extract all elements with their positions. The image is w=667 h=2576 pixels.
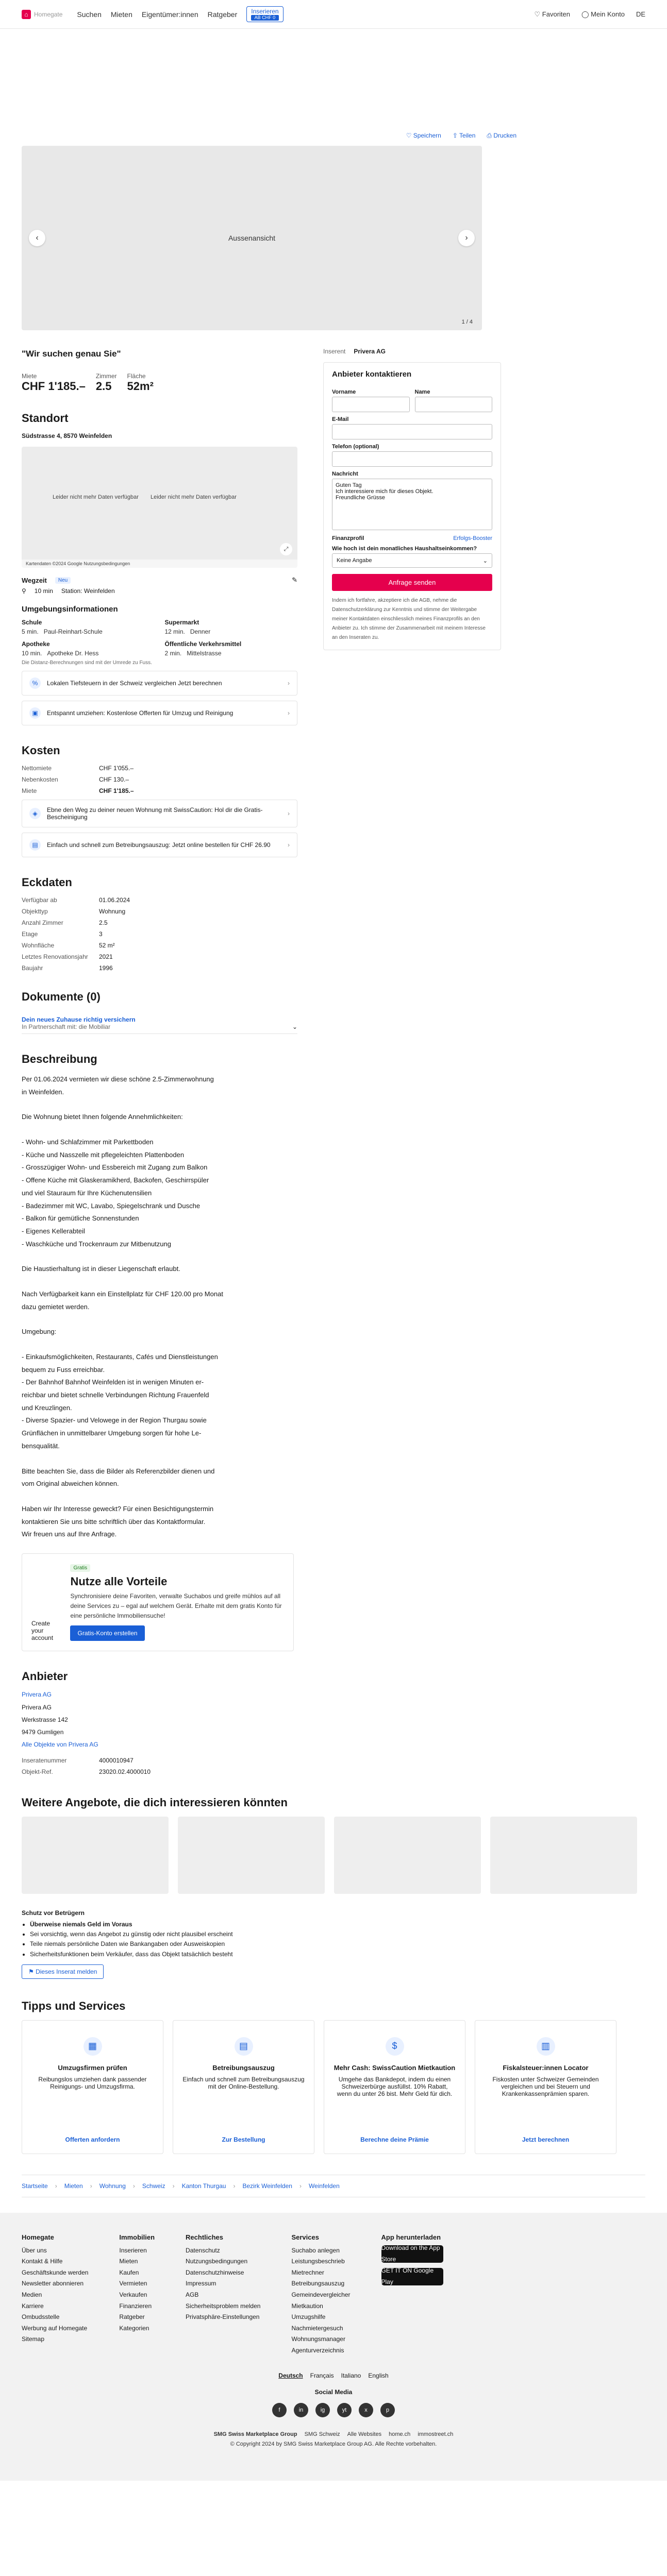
nav-ratgeber[interactable]: Ratgeber — [207, 10, 238, 19]
google-play-badge[interactable]: GET IT ON Google Play — [381, 2268, 443, 2285]
gallery-counter: 1 / 4 — [461, 319, 473, 325]
footer-col: Rechtliches Datenschutz Nutzungsbedingungen Datenschutzhinweise Impressum AGB Sicherheitsproblem melden Privatsphäre-Einstellungen — [186, 2233, 261, 2321]
chevron-right-icon: › — [288, 709, 290, 717]
gallery-next-icon[interactable]: › — [458, 230, 475, 246]
more-offers-list — [22, 1817, 645, 1894]
dokumente-heading: Dokumente (0) — [22, 990, 101, 1003]
homegate-logo[interactable]: ⌂ Homegate — [22, 10, 62, 19]
calculator-icon: ▥ — [537, 2037, 555, 2056]
box-icon: ▦ — [84, 2037, 102, 2056]
shield-icon: ◈ — [29, 808, 41, 819]
key-data-table: Verfügbar ab 01.06.2024 Objekttyp Wohnung Anzahl Zimmer 2.5 Etage 3 Wohnfläche 52 m² Letztes Renovationsjahr 2021 Baujahr 1996 — [22, 896, 130, 972]
provider-link[interactable]: Privera AG — [22, 1690, 52, 1698]
all-objects-link[interactable]: Alle Objekte von Privera AG — [22, 1740, 98, 1748]
name-input[interactable] — [415, 397, 493, 412]
chevron-down-icon: ⌄ — [292, 1023, 297, 1030]
walk-icon: ⚲ — [22, 587, 26, 595]
listing-title: "Wir suchen genau Sie" — [22, 349, 121, 359]
footer-col: Services Suchabo anlegen Leistungsbeschrieb Mietrechner Betreibungsauszug Gemeindevergleicher Mietkaution Umzugshilfe Nachmietergesuch Wohnungsmanager Agenturverzeichnis — [291, 2233, 351, 2354]
more-offers-heading: Weitere Angebote, die dich interessieren könnten — [22, 1795, 288, 1809]
area-value: 52m² — [127, 380, 154, 393]
description: Per 01.06.2024 vermieten wir diese schöne 2.5-Zimmerwohnung in Weinfelden. Die Wohnung bietet Ihnen folgende Annehmlichkeiten: - Wohn- und Schlafzimmer mit Parkettboden - Küche und Nasszelle mit pflegeleichten Plattenboden - Grosszügiger Wohn- und Essbereich mit Zugang zum Balkon - Offene Küche mit Glaskeramikherd, Backofen, Geschirrspüler und viel Stauraum für Ihre Küchenutensilien - Badezimmer mit WC, Lavabo, Spiegelschrank und Dusche - Balkon für gemütliche Sonnenstunden - Eigenes Kellerabteil - Waschküche und Trockenraum zur Mitbenutzung Die Haustierhaltung ist in dieser Liegenschaft erlaubt. Nach Verfügbarkeit kann ein Einstellplatz für CHF 120.00 pro Monat dazu gemietet werden. Umgebung: - Einkaufsmöglichkeiten, Restaurants, Cafés und Dienstleistungen bequem zu Fuss erreichbar. - Der Bahnhof Bahnhof Weinfelden ist in wenigen Minuten er- reichbar und bietet schnelle Verbindungen Richtung Frauenfeld und Kreuzlingen. - Diverse Spazier- und Velowege in der Region Thurgau sowie Grünflächen in unmittelbarer Umgebung sorgen für hohe Le- bensqualität. Bitte beachten Sie, dass die Bilder als Referenzbilder dienen und vom Original abweichen können. Haben wir Ihr Interesse geweckt? Für einen Besichtigungstermin kontaktieren Sie uns bitte schriftlich über das Kontaktformular. Wir freuen uns auf Ihre Anfrage. — [22, 1075, 223, 1538]
gallery-image-label: Aussenansicht — [228, 234, 276, 242]
chevron-right-icon: › — [288, 810, 290, 817]
address: Südstrasse 4, 8570 Weinfelden — [22, 432, 112, 439]
image-gallery[interactable] — [22, 146, 482, 330]
vorname-input[interactable] — [332, 397, 410, 412]
favoriten-link[interactable]: ♡ Favoriten — [534, 10, 570, 18]
tip-card[interactable]: ▤ Betreibungsauszug Einfach und schnell zum Betreibungsauszug mit der Online-Bestellung. Zur Bestellung — [173, 2020, 314, 2154]
app-download: App herunterladen Download on the App Store GET IT ON Google Play — [381, 2233, 443, 2357]
language-select[interactable]: DE — [636, 10, 645, 18]
tip-card[interactable]: ▦ Umzugsfirmen prüfen Reibungslos umziehen dank passender Reinigungs- und Umzugsfirma. Offerten anfordern — [22, 2020, 163, 2154]
inserieren-button[interactable]: Inserieren AB CHF 0 — [246, 6, 283, 22]
provider-address: Privera AG Werkstrasse 142 9479 Gumligen Alle Objekte von Privera AG — [22, 1703, 98, 1748]
offer-card[interactable] — [22, 1817, 169, 1894]
sidebar: Inserent Privera AG Anbieter kontaktieren Vorname Name E-Mail Telefon (optional) Nachricht Guten Tag Ich interessiere mich für dieses Objekt. Freundliche Grüsse Finanzprofil Erfolgs-Booster Wie hoch ist dein monatliches Haushaltseinkommen? Keine Angabe ⌄ Anfrage senden Indem ich fortfahre, akzeptiere ich die AGB, nehme die Datenschutzerklärung zur Kenntnis und stimme der Weitergabe meiner Kontaktdaten einschliesslich meines Finanzprofils an den Anbieter zu. Ich stimme der Zusammenarbeit mit meinem Interesse an den Inseraten zu. — [323, 342, 501, 1775]
contact-form: Anbieter kontaktieren Vorname Name E-Mail Telefon (optional) Nachricht Guten Tag Ich interessiere mich für dieses Objekt. Freundliche Grüsse Finanzprofil Erfolgs-Booster Wie hoch ist dein monatliches Haushaltseinkommen? Keine Angabe ⌄ Anfrage senden Indem ich fortfahre, akzeptiere ich die AGB, nehme die Datenschutzerklärung zur Kenntnis und stimme der Weitergabe meiner Kontaktdaten einschliesslich meines Finanzprofils an den Anbieter zu. Ich stimme der Zusammenarbeit mit meinem Interesse an den Inseraten zu. — [323, 362, 501, 650]
legal-footer: SMG Swiss Marketplace Group SMG Schweiz Alle Websites home.ch immostreet.ch © Copyright 2024 by SMG Swiss Marketplace Group AG. Alle Rechte vorbehalten. — [213, 2431, 454, 2448]
linkedin-icon[interactable]: in — [294, 2403, 308, 2417]
tips-list — [22, 2020, 645, 2154]
facebook-icon[interactable]: f — [272, 2403, 287, 2417]
beschreibung-heading: Beschreibung — [22, 1053, 97, 1065]
document-icon: ▤ — [235, 2037, 253, 2056]
booster-link[interactable]: Erfolgs-Booster — [453, 535, 492, 541]
chevron-down-icon: ⌄ — [482, 557, 488, 564]
tax-icon: % — [29, 677, 41, 689]
standort-heading: Standort — [22, 412, 69, 425]
footer-col: Immobilien Inserieren Mieten Kaufen Vermieten Verkaufen Finanzieren Ratgeber Kategorien — [119, 2233, 155, 2332]
nav-suchen[interactable]: Suchen — [77, 10, 102, 19]
site-header — [0, 0, 667, 29]
site-footer: Homegate Über uns Kontakt & Hilfe Geschäftskunde werden Newsletter abonnieren Medien Karriere Ombudsstelle Werbung auf Homegate Sitemap Immobilien Inserieren Mieten Kaufen Vermieten Verkaufen Finanzieren Ratgeber Kategorien Rechtliches Datenschutz Nutzungsbedingungen Datenschutzhinweise Impressum AGB Sicherheitsproblem melden Privatsphäre-Einstellungen Services Suchabo anlegen Leistungsbeschrieb Mietrechner Betreibungsauszug Gemeindevergleicher Mietkaution Umzugshilfe Nachmietergesuch Wohnungsmanager Agenturverzeichnis App herunterladen Download on the App Store GET IT ON Google Play Deutsch Français Italiano English Social Media f in ig yt x p SMG Swiss Marketplace Group SMG Schweiz Alle Websites home.ch immostreet.ch © Copyright 2024 by SMG Swiss Marketplace Group AG. Alle Rechte vorbehalten. — [0, 2213, 667, 2481]
surroundings-row-1: Schule 5 min. Paul-Reinhart-Schule Supermarkt 12 min. Denner — [22, 619, 211, 635]
rent-value: CHF 1'185.– — [22, 380, 86, 393]
tax-compare-card[interactable]: % Lokalen Tiefsteuern in der Schweiz vergleichen Jetzt berechnen › — [22, 671, 297, 696]
nav-mieten[interactable]: Mieten — [110, 10, 132, 19]
anbieter-heading: Anbieter — [22, 1669, 68, 1683]
fraud-warning: Schutz vor Betrügern • Überweise niemals Geld im Voraus • Sei vorsichtig, wenn das Angebot zu günstig oder nicht plausibel erscheint • Teile niemals persönliche Daten wie Bankangaben oder Ausweiskopien • Sicherheitsfunktionen beim Verkäufer, dass das Objekt tatsächlich besteht ⚑ Dieses Inserat melden — [22, 1909, 645, 1979]
listing-ids: Inseratenummer 4000010947 Objekt-Ref. 23020.02.4000010 — [22, 1756, 151, 1775]
print-button[interactable]: ⎙ Drucken — [487, 132, 516, 139]
email-input[interactable] — [332, 424, 492, 439]
moving-offers-card[interactable]: ▣ Entspannt umziehen: Kostenlose Offerten für Umzug und Reinigung › — [22, 701, 297, 725]
breadcrumb: Startseite › Mieten › Wohnung › Schweiz › Kanton Thurgau › Bezirk Weinfelden › Weinfelden — [22, 2175, 645, 2197]
report-listing-button[interactable]: ⚑ Dieses Inserat melden — [22, 1964, 104, 1979]
footer-col: Homegate Über uns Kontakt & Hilfe Geschäftskunde werden Newsletter abonnieren Medien Karriere Ombudsstelle Werbung auf Homegate Sitemap — [22, 2233, 89, 2343]
chevron-right-icon: › — [288, 680, 290, 687]
create-account-button[interactable]: Gratis-Konto erstellen — [70, 1625, 144, 1641]
tips-heading: Tipps und Services — [22, 1999, 126, 2012]
share-button[interactable]: ⇪ Teilen — [452, 132, 476, 139]
fullscreen-icon[interactable]: ⤢ — [280, 543, 292, 555]
offer-card[interactable] — [334, 1817, 481, 1894]
pinterest-icon[interactable]: p — [380, 2403, 395, 2417]
eckdaten-heading: Eckdaten — [22, 876, 72, 889]
phone-input[interactable] — [332, 451, 492, 467]
swisscaution-card[interactable]: ◈ Ebne den Weg zu deiner neuen Wohnung mit SwissCaution: Hol dir die Gratis-Bescheinigung › — [22, 800, 297, 827]
account-benefits-card: Create your account Gratis Nutze alle Vorteile Synchronisiere deine Favoriten, verwalte Suchabos und greife mühlos auf all deine Services zu – egal auf welchem Gerät. Erhalte mit dem gratis Konto für eine persönliche Immobiliensuche! Gratis-Konto erstellen — [22, 1553, 294, 1651]
listing-actions — [22, 132, 645, 146]
insurance-accordion[interactable]: Dein neues Zuhause richtig versichern In Partnerschaft mit: die Mobiliar ⌄ — [22, 1016, 297, 1034]
language-switcher: Deutsch Français Italiano English — [278, 2371, 389, 2379]
instagram-icon[interactable]: ig — [315, 2403, 330, 2417]
location-map[interactable]: Leider nicht mehr Daten verfügbar Leider nicht mehr Daten verfügbar ⤢ Kartendaten ©2024 Google Nutzungsbedingungen — [22, 447, 297, 568]
tip-card[interactable]: ▥ Fiskalsteuer:innen Locator Fiskosten unter Schweizer Gemeinden vergleichen und bei Steuern und Krankenkassenprämien sparen. Jetzt berechnen — [475, 2020, 616, 2154]
x-icon[interactable]: x — [359, 2403, 373, 2417]
offer-card[interactable] — [490, 1817, 637, 1894]
offer-card[interactable] — [178, 1817, 325, 1894]
betreibung-card[interactable]: ▤ Einfach und schnell zum Betreibungsauszug: Jetzt online bestellen für CHF 26.90 › — [22, 833, 297, 857]
chevron-right-icon: › — [288, 841, 290, 849]
home-icon: ⌂ — [22, 10, 31, 19]
company-name: Privera AG — [354, 348, 386, 355]
document-icon: ▤ — [29, 839, 41, 851]
gratis-badge: Gratis — [70, 1564, 90, 1572]
key-facts: Miete CHF 1'185.– Zimmer 2.5 Fläche 52m² — [22, 372, 154, 393]
new-badge: Neu — [55, 577, 71, 584]
tip-card[interactable]: $ Mehr Cash: SwissCaution Mietkaution Umgehe das Bankdepot, indem du einen Schweizerbürge ausfüllst. 10% Rabatt, wenn du unter 26 bist. Mehr Geld für dich. Berechne deine Prämie — [324, 2020, 465, 2154]
income-select[interactable]: Keine Angabe ⌄ — [332, 553, 492, 568]
save-button[interactable]: ♡ Speichern — [406, 132, 441, 139]
mein-konto-link[interactable]: ◯ Mein Konto — [581, 10, 625, 18]
rooms-value: 2.5 — [95, 380, 112, 393]
youtube-icon[interactable]: yt — [337, 2403, 352, 2417]
message-textarea[interactable]: Guten Tag Ich interessiere mich für dieses Objekt. Freundliche Grüsse — [332, 479, 492, 530]
social-links — [22, 2403, 645, 2417]
nav-eigentuemer[interactable]: Eigentümer:innen — [141, 10, 198, 19]
costs-table: Nettomiete CHF 1'055.– Nebenkosten CHF 130.– Miete CHF 1'185.– — [22, 765, 134, 794]
send-inquiry-button[interactable]: Anfrage senden — [332, 574, 492, 591]
umgebung-heading: Umgebungsinformationen — [22, 605, 118, 614]
main-nav — [77, 6, 283, 22]
app-store-badge[interactable]: Download on the App Store — [381, 2245, 443, 2263]
gallery-prev-icon[interactable]: ‹ — [29, 230, 45, 246]
wegzeit-label: Wegzeit — [22, 576, 47, 584]
edit-icon[interactable]: ✎ — [292, 576, 297, 584]
main-column: "Wir suchen genau Sie" Miete CHF 1'185.– Zimmer 2.5 Fläche 52m² Standort Südstrasse 4, 8570 Weinfelden Leider nicht mehr Daten verfügbar Leider nicht mehr Daten verfügbar ⤢ Kartendaten ©2024 Google Nutzungsbedingungen Wegzeit Neu ✎ ⚲ 10 min Station: Weinfelden Umgebungsinformationen Schule 5 min. Paul-Reinhart-Schule Supermarkt 12 min. Denner Apotheke 10 min. Apotheke Dr. Hess Öffentliche Verkehrsmittel 2 min. Mittelstrasse Die Distanz-Berechnungen sind mit der Umrede zu Fuss. % Lokalen Tiefsteuern in der Schweiz vergleichen Jetzt berechnen › ▣ Entspannt umziehen: Kostenlose Offerten für Umzug und Reinigung › Kosten Nettomiete CHF 1'055.– Nebenkosten CHF 130.– Miete CHF 1'185.– ◈ Ebne den Weg zu deiner neuen Wohnung mit SwissCaution: Hol dir die Gratis-Bescheinigung › ▤ Einfach und schnell zum Betreibungsauszug: Jetzt online bestellen für CHF 26.90 › Eckdaten Verfügbar ab 01.06.2024 Objekttyp Wohnung Anzahl Zimmer 2.5 Etage 3 Wohnfläche 52 m² Letztes Renovationsjahr 2021 Baujahr 1996 Dokumente (0) Dein neues Zuhause richtig versichern In Partnerschaft mit: die Mobiliar ⌄ Beschreibung Per 01.06.2024 vermieten wir diese schöne 2.5-Zimmerwohnung in Weinfelden. Die Wohnung bietet Ihnen folgende Annehmlichkeiten: - Wohn- und Schlafzimmer mit Parkettboden - Küche und Nasszelle mit pflegeleichten Plattenboden - Grosszügiger Wohn- und Essbereich mit Zugang zum Balkon - Offene Küche mit Glaskeramikherd, Backofen, Geschirrspüler und viel Stauraum für Ihre Küchenutensilien - Badezimmer mit WC, Lavabo, Spiegelschrank und Dusche - Balkon für gemütliche Sonnenstunden - Eigenes Kellerabteil - Waschküche und Trockenraum zur Mitbenutzung Die Haustierhaltung ist in dieser Liegenschaft erlaubt. Nach Verfügbarkeit kann ein Einstellplatz für CHF 120.00 pro Monat dazu gemietet werden. Umgebung: - Einkaufsmöglichkeiten, Restaurants, Cafés und Dienstleistungen bequem zu Fuss erreichbar. - Der Bahnhof Bahnhof Weinfelden ist in wenigen Minuten er- reichbar und bietet schnelle Verbindungen Richtung Frauenfeld und Kreuzlingen. - Diverse Spazier- und Velowege in der Region Thurgau sowie Grünflächen in unmittelbarer Umgebung sorgen für hohe Le- bensqualität. Bitte beachten Sie, dass die Bilder als Referenzbilder dienen und vom Original abweichen können. Haben wir Ihr Interesse geweckt? Für einen Besichtigungstermin kontaktieren Sie uns bitte schriftlich über das Kontaktformular. Wir freuen uns auf Ihre Anfrage. Create your account Gratis Nutze alle Vorteile Synchronisiere deine Favoriten, verwalte Suchabos und greife mühlos auf all deine Services zu – egal auf welchem Gerät. Erhalte mit dem gratis Konto für eine persönliche Immobiliensuche! Gratis-Konto erstellen Anbieter Privera AG Privera AG Werkstrasse 142 9479 Gumligen Alle Objekte von Privera AG Inseratenummer 4000010947 Objekt-Ref. 23020.02.4000010 — [22, 349, 297, 1775]
truck-icon: ▣ — [29, 707, 41, 719]
kosten-heading: Kosten — [22, 744, 60, 757]
coin-icon: $ — [386, 2037, 404, 2056]
surroundings-row-2: Apotheke 10 min. Apotheke Dr. Hess Öffentliche Verkehrsmittel 2 min. Mittelstrasse — [22, 640, 242, 657]
